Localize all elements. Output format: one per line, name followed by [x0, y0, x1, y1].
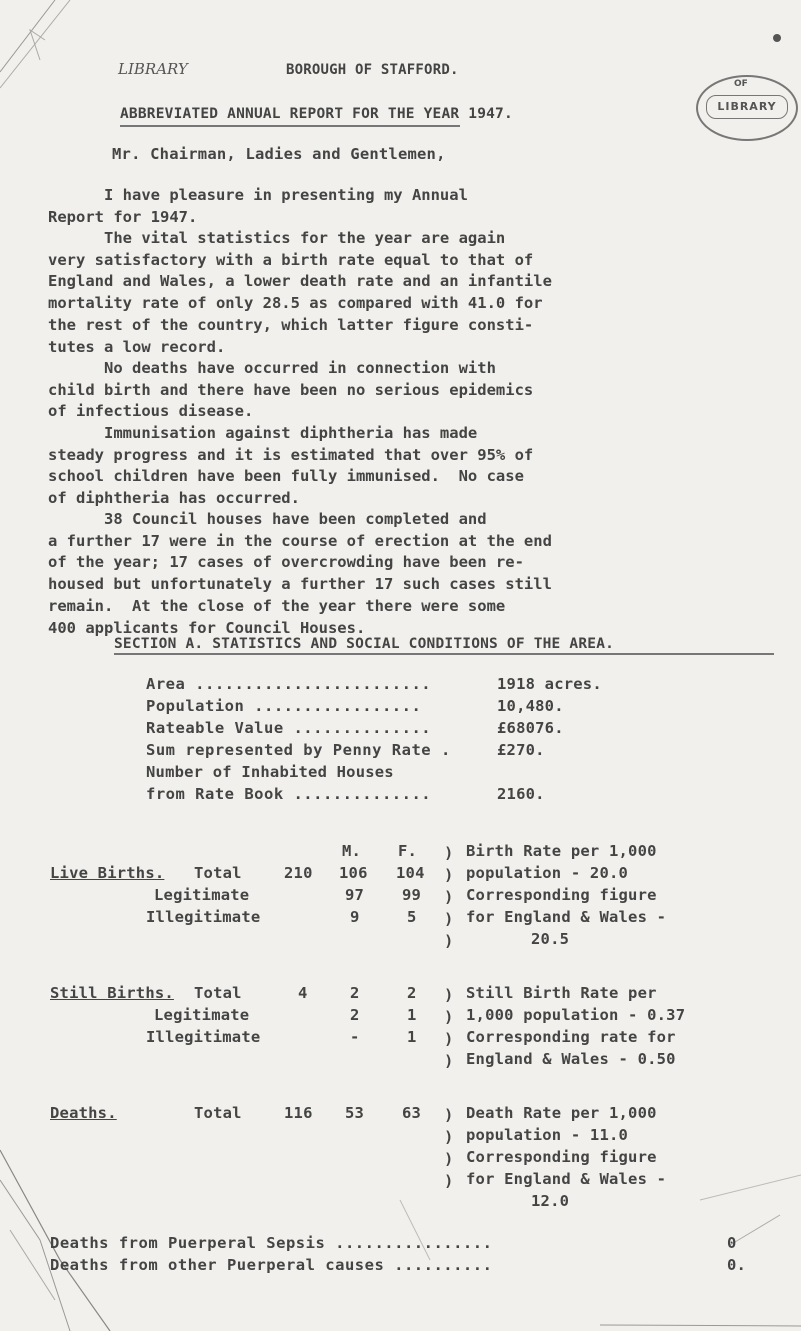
paragraph: Immunisation against diphtheria has made steady progress and it is estimated that over 95% of school children have been fully immunised. No case of diphtheria has occurred.: [48, 424, 534, 508]
still-births-note-4: England & Wales - 0.50: [466, 1050, 676, 1068]
live-births-illegit-f: 5: [407, 908, 417, 926]
puerperal-other-value: 0.: [727, 1256, 747, 1274]
paragraph: 38 Council houses have been completed and a further 17 were in the course of erection at the end of the year; 17 cases of overcrowding have been re- housed but unfortunately a further 17 such cases still remain. At the close of the year there were some 400 applicants for Council Houses.: [48, 510, 552, 637]
live-births-note-2: population - 20.0: [466, 864, 629, 882]
deaths-note-3: Corresponding figure: [466, 1148, 657, 1166]
stat-label-area: Area ........................: [146, 675, 432, 693]
report-title: ABBREVIATED ANNUAL REPORT FOR THE YEAR 1947.: [120, 106, 513, 122]
live-births-note-5: 20.5: [531, 930, 570, 948]
section-heading: SECTION A. STATISTICS AND SOCIAL CONDITIONS OF THE AREA.: [114, 636, 615, 652]
live-births-note-4: for England & Wales -: [466, 908, 667, 926]
still-births-note-3: Corresponding rate for: [466, 1028, 676, 1046]
stat-label-rate-book: from Rate Book ..............: [146, 785, 432, 803]
still-births-illegit-m: -: [350, 1028, 360, 1046]
live-births-legit-m: 97: [345, 886, 365, 904]
stat-value-population: 10,480.: [497, 697, 564, 715]
title-underline: [120, 125, 460, 127]
still-births-brace: ) ) ) ): [444, 986, 454, 1070]
borough-heading: BOROUGH OF STAFFORD.: [286, 62, 459, 78]
deaths-note-2: population - 11.0: [466, 1126, 629, 1144]
still-births-note-1: Still Birth Rate per: [466, 984, 657, 1002]
deaths-total: 116: [284, 1104, 313, 1122]
live-births-total-m: 106: [339, 864, 368, 882]
puerperal-other-label: Deaths from other Puerperal causes ..........: [50, 1256, 493, 1274]
library-stamp: OF LIBRARY: [696, 75, 798, 141]
deaths-total-label: Total: [194, 1104, 242, 1122]
live-births-note-1: Birth Rate per 1,000: [466, 842, 657, 860]
live-births-illegit-label: Illegitimate: [146, 908, 261, 926]
puerperal-sepsis-value: 0: [727, 1234, 737, 1252]
paragraph: No deaths have occurred in connection with child birth and there have been no serious epidemics of infectious disease.: [48, 359, 534, 421]
still-births-illegit-label: Illegitimate: [146, 1028, 261, 1046]
deaths-heading: Deaths.: [50, 1104, 117, 1122]
stat-value-area: 1918 acres.: [497, 675, 602, 693]
handwritten-note: LIBRARY: [118, 60, 188, 78]
live-births-note-3: Corresponding figure: [466, 886, 657, 904]
stat-label-rateable-value: Rateable Value ..............: [146, 719, 432, 737]
stamp-label: LIBRARY: [706, 95, 788, 119]
stat-label-houses: Number of Inhabited Houses: [146, 763, 394, 781]
live-births-heading: Live Births.: [50, 864, 165, 882]
live-births-total-label: Total: [194, 864, 242, 882]
live-births-total-f: 104: [396, 864, 425, 882]
section-underline: [114, 653, 774, 655]
col-header-male: M.: [342, 842, 362, 860]
still-births-heading: Still Births.: [50, 984, 174, 1002]
salutation: Mr. Chairman, Ladies and Gentlemen,: [112, 145, 446, 163]
stat-value-rateable-value: £68076.: [497, 719, 564, 737]
still-births-total: 4: [298, 984, 308, 1002]
still-births-legit-f: 1: [407, 1006, 417, 1024]
live-births-legit-label: Legitimate: [154, 886, 250, 904]
still-births-note-2: 1,000 population - 0.37: [466, 1006, 686, 1024]
still-births-total-label: Total: [194, 984, 242, 1002]
deaths-note-4: for England & Wales -: [466, 1170, 667, 1188]
still-births-total-m: 2: [350, 984, 360, 1002]
stat-value-penny-rate: £270.: [497, 741, 545, 759]
live-births-total: 210: [284, 864, 313, 882]
deaths-note-5: 12.0: [531, 1192, 570, 1210]
live-births-legit-f: 99: [402, 886, 422, 904]
deaths-brace: ) ) ) ): [444, 1106, 454, 1190]
paragraph: The vital statistics for the year are again very satisfactory with a birth rate equal to that of England and Wales, a lower death rate and an infantile mortality rate of only 28.5 as compared with 41.0 for the rest of the country, which latter figure consti- tutes a low record.: [48, 229, 552, 356]
col-header-female: F.: [398, 842, 418, 860]
still-births-total-f: 2: [407, 984, 417, 1002]
live-births-brace: ) ) ) ) ): [444, 844, 454, 950]
deaths-total-m: 53: [345, 1104, 365, 1122]
deaths-note-1: Death Rate per 1,000: [466, 1104, 657, 1122]
paragraph: I have pleasure in presenting my Annual Report for 1947.: [48, 186, 468, 226]
puerperal-sepsis-label: Deaths from Puerperal Sepsis ................: [50, 1234, 493, 1252]
stat-label-population: Population .................: [146, 697, 422, 715]
live-births-illegit-m: 9: [350, 908, 360, 926]
still-births-legit-m: 2: [350, 1006, 360, 1024]
stat-label-penny-rate: Sum represented by Penny Rate .: [146, 741, 451, 759]
still-births-illegit-f: 1: [407, 1028, 417, 1046]
still-births-legit-label: Legitimate: [154, 1006, 250, 1024]
stat-value-houses: 2160.: [497, 785, 545, 803]
deaths-total-f: 63: [402, 1104, 422, 1122]
